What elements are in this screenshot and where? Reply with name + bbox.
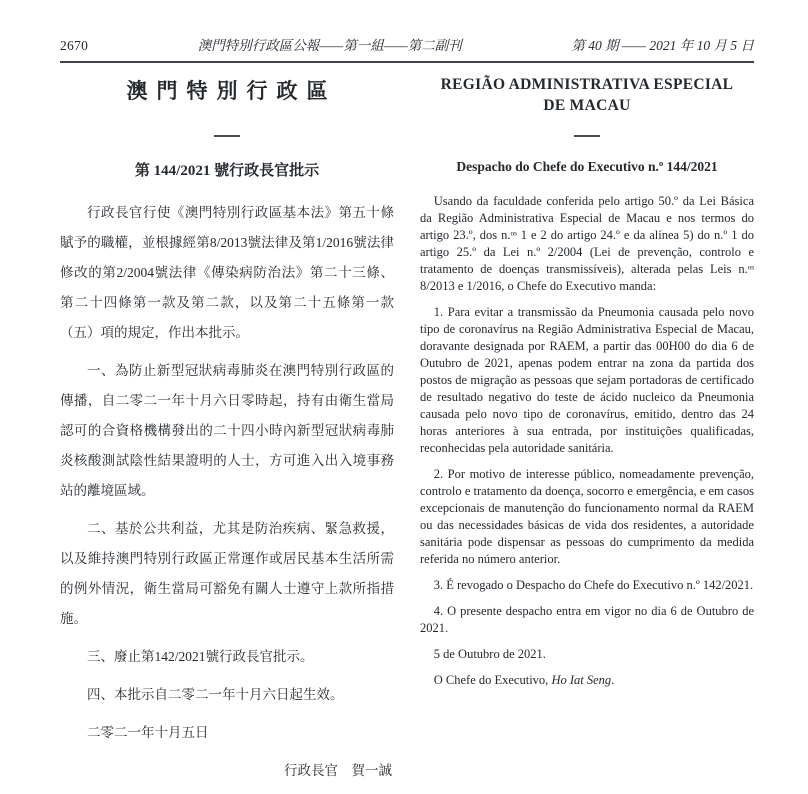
despacho-title-zh: 第 144/2021 號行政長官批示 <box>134 163 320 179</box>
chinese-body <box>60 198 394 786</box>
paragraph-preamble-pt: Usando da faculdade conferida pelo artigo 50.º da Lei Básica da Região Administrativa Especial de Macau e nos termos do artigo 23.º, dos n.ᵒˢ 1 e 2 do artigo 24.º e da alínea 5) do n.º 1 do artigo 25.º da Lei n.º 2/2004 (Lei de prevenção, controlo e tratamento de doenças transmissíveis), alterada pelas Leis n.ᵒˢ 8/2013 e 1/2016, o Chefe do Executivo manda: <box>420 194 754 293</box>
despacho-title-pt: Despacho do Chefe do Executivo n.º 144/2021 <box>456 159 718 174</box>
paragraph-3-pt: 3. É revogado o Despacho do Chefe do Executivo n.º 142/2021. <box>433 578 754 592</box>
paragraph-2-zh: 二、基於公共利益，尤其是防治疾病、緊急救援，以及維持澳門特別行政區正常運作或居民基本生活所需的例外情況，衛生當局可豁免有關人士遵守上款所指措施。 <box>60 521 394 626</box>
portuguese-column <box>420 71 754 794</box>
portuguese-body <box>420 193 754 689</box>
region-title-pt <box>441 75 734 117</box>
running-header <box>60 34 754 54</box>
section-divider <box>574 135 600 137</box>
region-title-pt-line2: DE MACAU <box>543 96 631 114</box>
chinese-region-heading <box>60 71 394 135</box>
page-number: 2670 <box>60 38 89 53</box>
chinese-column <box>60 71 394 794</box>
signature-suffix: . <box>611 673 615 687</box>
signature-prefix: O Chefe do Executivo, <box>433 673 552 687</box>
paragraph-1-pt: 1. Para evitar a transmissão da Pneumonia causada pelo novo tipo de coronavírus na Região Administrativa Especial de Macau, doravante designada por RAEM, a partir das 00H00 do dia 6 de Outubro de 2021, apenas podem entrar na zona da partida dos postos de migração as pessoas que sejam portadoras de certificado de resultado negativo do teste de ácido nucleico da Pneumonia causada pelo novo tipo de coronavírus, emitido, dentro das 24 horas anteriores à sua entrada, por instituições qualificadas, reconhecidas pela autoridade sanitária. <box>420 305 754 455</box>
date-line-pt: 5 de Outubro de 2021. <box>433 647 546 661</box>
paragraph-4-zh: 四、本批示自二零二一年十月六日起生效。 <box>87 687 344 702</box>
region-title-pt-line1: REGIÃO ADMINISTRATIVA ESPECIAL <box>440 76 734 93</box>
signature-name: Ho Iat Seng <box>551 673 612 687</box>
signature-pt <box>420 672 754 689</box>
region-title-zh: 澳門特別行政區 <box>126 79 337 103</box>
gazette-title: 澳門特別行政區公報——第一組——第二副刊 <box>197 38 462 53</box>
section-divider <box>214 135 240 137</box>
paragraph-4-pt: 4. O presente despacho entra em vigor no dia 6 de Outubro de 2021. <box>420 604 754 635</box>
date-line-zh: 二零二一年十月五日 <box>87 725 209 740</box>
paragraph-preamble-zh: 行政長官行使《澳門特別行政區基本法》第五十條賦予的職權，並根據經第8/2013號法律及第1/2016號法律修改的第2/2004號法律《傳染病防治法》第二十三條、第二十四條第一款及第二款，以及第二十五條第一款（五）項的規定，作出本批示。 <box>60 205 394 340</box>
two-column-body <box>60 71 754 794</box>
paragraph-3-zh: 三、廢止第142/2021號行政長官批示。 <box>87 649 314 664</box>
signature-zh: 行政長官 賀一誠 <box>284 763 392 778</box>
portuguese-region-heading <box>420 71 754 135</box>
header-rule <box>60 61 754 63</box>
issue-date: 第 40 期 —— 2021 年 10 月 5 日 <box>571 38 754 53</box>
paragraph-2-pt: 2. Por motivo de interesse público, nomeadamente prevenção, controlo e tratamento da doença, socorro e emergência, e em casos excepcionais de manutenção do funcionamento normal da RAEM ou das necessidades básicas de vida dos residentes, a autoridade sanitária pode dispensar as pessoas do cumprimento da medida referida no número anterior. <box>420 467 754 566</box>
paragraph-1-zh: 一、為防止新型冠狀病毒肺炎在澳門特別行政區的傳播，自二零二一年十月六日零時起，持有由衛生當局認可的合資格機構發出的二十四小時內新型冠狀病毒肺炎核酸測試陰性結果證明的人士，方可進入出入境事務站的離境區域。 <box>60 363 394 498</box>
